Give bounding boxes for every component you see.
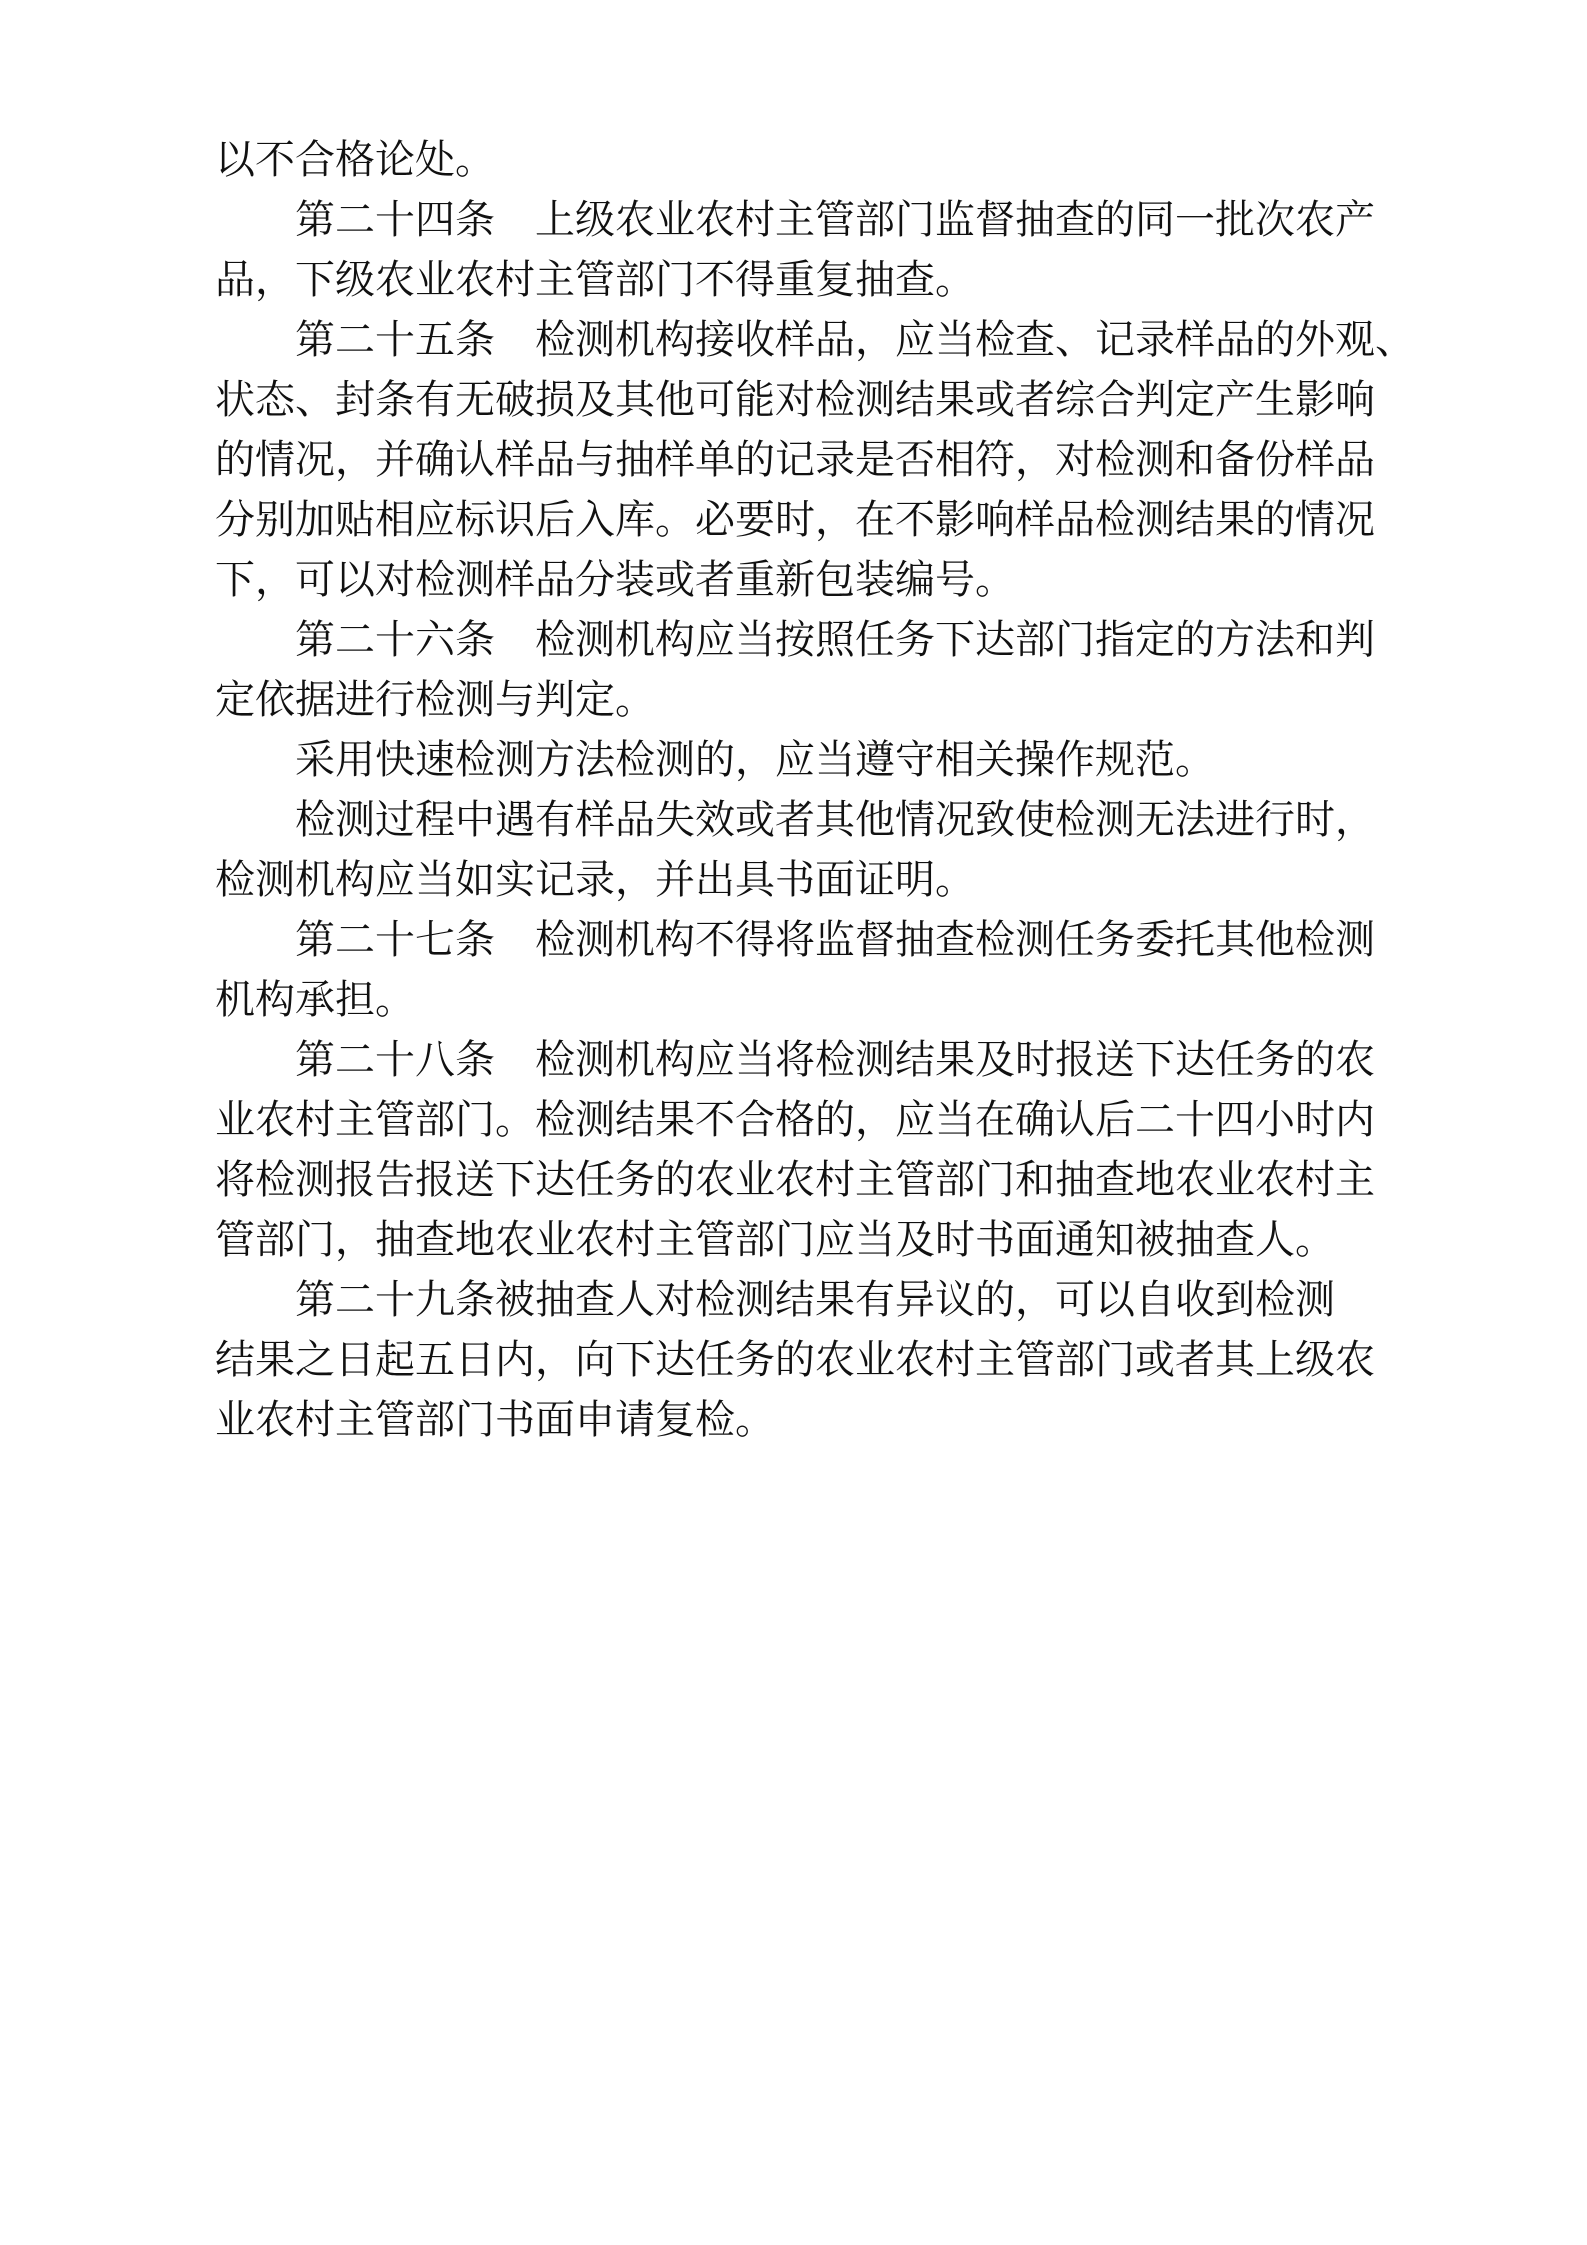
- text-line: [0, 1090, 1587, 1150]
- text-line: [0, 1330, 1587, 1390]
- text-line: [0, 130, 1587, 190]
- paragraph-text: 结果之日起五日内，向下达任务的农业农村主管部门或者其上级农: [215, 1337, 1375, 1383]
- article-28-line-1: [0, 1030, 1587, 1090]
- paragraph-text: 检测过程中遇有样品失效或者其他情况致使检测无法进行时，: [295, 797, 1375, 843]
- article-text: 检测机构应当将检测结果及时报送下达任务的农: [535, 1037, 1375, 1083]
- article-text: 检测机构接收样品，应当检查、记录样品的外观、: [535, 317, 1415, 363]
- article-heading: 第二十八条: [295, 1037, 495, 1083]
- text-line: [0, 1390, 1587, 1450]
- article-text: 被抽查人对检测结果有异议的，可以自收到检测: [495, 1277, 1335, 1323]
- article-29-line-1: [0, 1270, 1587, 1330]
- article-heading: 第二十五条: [295, 317, 495, 363]
- paragraph-text: 下，可以对检测样品分装或者重新包装编号。: [215, 557, 1015, 603]
- text-line: [0, 550, 1587, 610]
- article-text: 上级农业农村主管部门监督抽查的同一批次农产: [535, 197, 1375, 243]
- paragraph-text: 采用快速检测方法检测的，应当遵守相关操作规范。: [295, 737, 1215, 783]
- article-text: 检测机构应当按照任务下达部门指定的方法和判: [535, 617, 1375, 663]
- paragraph-text: 分别加贴相应标识后入库。必要时，在不影响样品检测结果的情况: [215, 497, 1375, 543]
- article-25-line-1: [0, 310, 1587, 370]
- paragraph-text: 管部门，抽查地农业农村主管部门应当及时书面通知被抽查人。: [215, 1217, 1335, 1263]
- article-26-line-1: [0, 610, 1587, 670]
- article-text: 检测机构不得将监督抽查检测任务委托其他检测: [535, 917, 1375, 963]
- text-line: [0, 250, 1587, 310]
- paragraph-text: 以不合格论处。: [215, 137, 495, 183]
- text-line: [0, 370, 1587, 430]
- paragraph-text: 业农村主管部门书面申请复检。: [215, 1397, 775, 1443]
- text-line: [0, 970, 1587, 1030]
- paragraph-text: 定依据进行检测与判定。: [215, 677, 655, 723]
- paragraph-text: 将检测报告报送下达任务的农业农村主管部门和抽查地农业农村主: [215, 1157, 1375, 1203]
- article-heading: 第二十七条: [295, 917, 495, 963]
- text-line: [0, 490, 1587, 550]
- article-27-line-1: [0, 910, 1587, 970]
- article-heading: 第二十四条: [295, 197, 495, 243]
- paragraph-text: 业农村主管部门。检测结果不合格的，应当在确认后二十四小时内: [215, 1097, 1375, 1143]
- text-line: [0, 850, 1587, 910]
- paragraph-text: 状态、封条有无破损及其他可能对检测结果或者综合判定产生影响: [215, 377, 1375, 423]
- paragraph-text: 品，下级农业农村主管部门不得重复抽查。: [215, 257, 975, 303]
- paragraph-text: 机构承担。: [215, 977, 415, 1023]
- article-24-line-1: [0, 190, 1587, 250]
- article-heading: 第二十六条: [295, 617, 495, 663]
- text-line: [0, 1150, 1587, 1210]
- text-line: [0, 670, 1587, 730]
- article-heading: 第二十九条: [295, 1277, 495, 1323]
- paragraph-text: 检测机构应当如实记录，并出具书面证明。: [215, 857, 975, 903]
- text-line: [0, 1210, 1587, 1270]
- text-line: [0, 730, 1587, 790]
- text-line: [0, 430, 1587, 490]
- text-line: [0, 790, 1587, 850]
- paragraph-text: 的情况，并确认样品与抽样单的记录是否相符，对检测和备份样品: [215, 437, 1375, 483]
